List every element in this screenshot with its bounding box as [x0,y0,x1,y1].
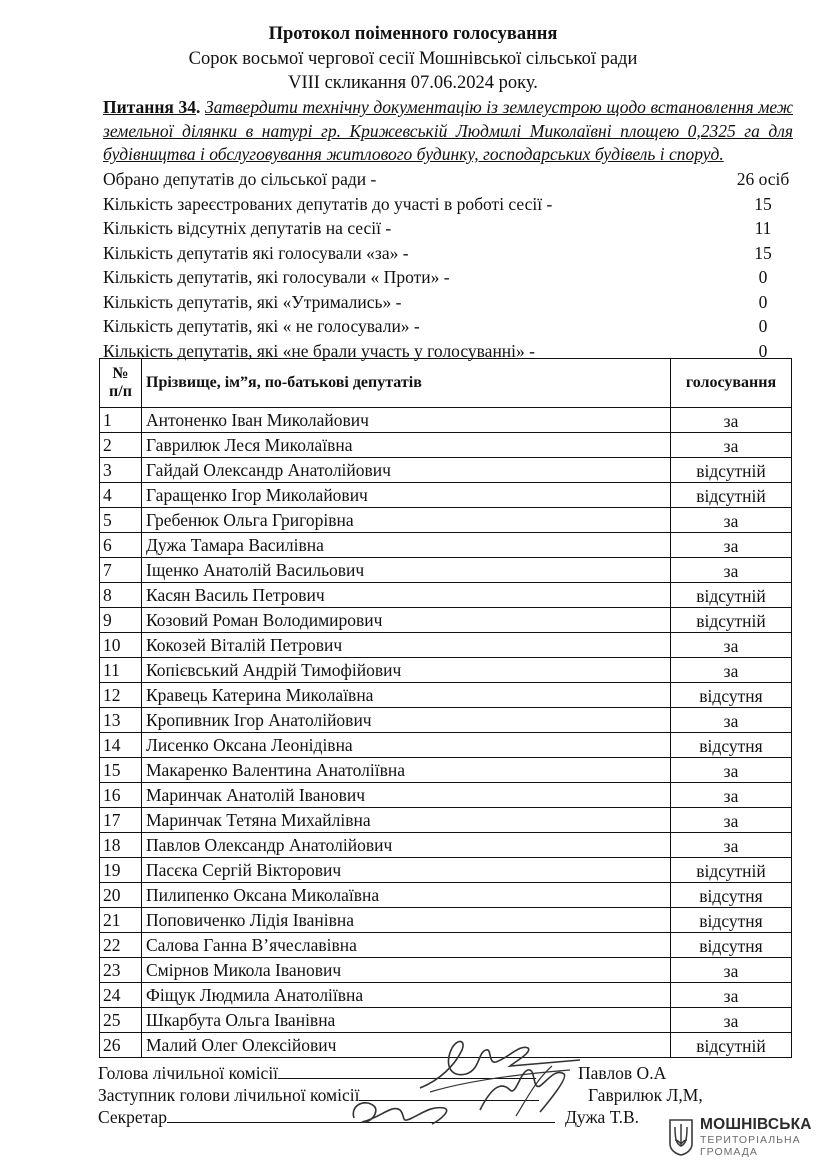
deputy-name: Гребенюк Ольга Григорівна [142,508,671,533]
signature-underline [278,1064,536,1079]
deputy-vote: за [671,408,792,433]
trident-icon [668,1118,694,1156]
table-row [100,408,792,433]
deputy-name: Салова Ганна В’ячеславівна [142,933,671,958]
deputy-number: 3 [100,458,142,483]
table-row [100,533,792,558]
deputy-vote: відсутня [671,933,792,958]
col-number-header: № п/п [100,359,142,408]
table-row [100,458,792,483]
roll-call-table [99,358,792,1058]
deputy-vote: за [671,808,792,833]
stat-label: Кількість депутатів які голосували «за» - [103,242,409,263]
table-row [100,958,792,983]
signature-line-secretary [98,1106,555,1128]
deputy-number: 1 [100,408,142,433]
deputy-name: Макаренко Валентина Анатоліївна [142,758,671,783]
signature-underline [359,1086,539,1101]
deputy-number: 18 [100,833,142,858]
deputy-name: Маринчак Тетяна Михайлівна [142,808,671,833]
deputy-vote: за [671,558,792,583]
table-row [100,558,792,583]
col-name-header: Прізвище, ім”я, по-батькові депутатів [142,359,671,408]
signature-role: Секретар [98,1107,168,1127]
signature-role: Заступник голови лічильної комісії [98,1085,360,1105]
deputy-vote: за [671,533,792,558]
table-row [100,783,792,808]
deputy-number: 5 [100,508,142,533]
deputy-vote: відсутня [671,883,792,908]
deputy-number: 6 [100,533,142,558]
stat-label: Кількість депутатів, які « не голосували» - [103,316,420,336]
deputy-name: Лисенко Оксана Леонідівна [142,733,671,758]
document-subtitle: Сорок восьмої чергової сесії Мошнівської сільської ради [188,49,638,69]
table-row [100,858,792,883]
deputy-number: 19 [100,858,142,883]
stat-row [103,314,793,339]
deputy-vote: за [671,833,792,858]
table-row [100,983,792,1008]
deputy-name: Павлов Олександр Анатолійович [142,833,671,858]
deputy-name: Антоненко Іван Миколайович [142,408,671,433]
deputy-vote: відсутня [671,683,792,708]
deputy-number: 11 [100,658,142,683]
deputy-number: 9 [100,608,142,633]
deputy-vote: за [671,508,792,533]
logo-title: МОШНІВСЬКА [700,1116,812,1133]
deputy-name: Козовий Роман Володимирович [142,608,671,633]
deputy-number: 2 [100,433,142,458]
deputy-vote: відсутній [671,1033,792,1058]
deputy-number: 23 [100,958,142,983]
deputy-name: Кропивник Ігор Анатолійович [142,708,671,733]
table-row [100,933,792,958]
deputy-name: Касян Василь Петрович [142,583,671,608]
deputy-vote: відсутній [671,483,792,508]
deputy-name: Малий Олег Олексійович [142,1033,671,1058]
stat-row [103,241,793,266]
deputy-number: 4 [100,483,142,508]
logo-subtitle-2: ГРОМАДА [700,1146,758,1158]
signature-name-chairman: Павлов О.А [578,1063,667,1083]
deputy-name: Фіщук Людмила Анатоліївна [142,983,671,1008]
table-row [100,658,792,683]
stat-row [103,192,793,217]
question-label: Питання 34. [103,97,201,117]
stat-value: 0 [758,316,768,336]
deputy-vote: відсутній [671,583,792,608]
vote-statistics [103,167,793,363]
document-date-line: VIII скликання 07.06.2024 року. [288,73,538,93]
col-vote-header: голосування [671,359,792,408]
logo-subtitle-1: ТЕРИТОРІАЛЬНА [700,1134,801,1146]
stat-label: Кількість депутатів, які «Утримались» - [103,291,402,312]
table-header-row [100,359,792,408]
table-row [100,808,792,833]
table-row [100,1008,792,1033]
table-row [100,1033,792,1058]
deputy-vote: за [671,433,792,458]
deputy-vote: відсутня [671,733,792,758]
stat-value: 11 [754,218,772,238]
table-row [100,433,792,458]
agenda-question [103,96,793,167]
stat-value: 0 [758,340,768,361]
table-row [100,608,792,633]
deputy-vote: відсутній [671,458,792,483]
stat-value: 15 [754,242,772,263]
table-row [100,883,792,908]
stat-label: Кількість зареєстрованих депутатів до участі в роботі сесії - [103,193,553,214]
stat-row [103,290,793,315]
deputy-name: Маринчак Анатолій Іванович [142,783,671,808]
signature-name-secretary: Дужа Т.В. [565,1107,640,1127]
deputy-vote: відсутній [671,608,792,633]
table-row [100,583,792,608]
deputy-vote: за [671,958,792,983]
table-row [100,733,792,758]
stat-label: Кількість депутатів, які голосували « Проти» - [103,267,450,287]
document-title: Протокол поіменного голосування [268,24,558,44]
stat-row [103,216,793,241]
deputy-name: Копієвський Андрій Тимофійович [142,658,671,683]
deputy-number: 25 [100,1008,142,1033]
deputy-vote: за [671,633,792,658]
table-row [100,633,792,658]
deputy-number: 16 [100,783,142,808]
table-row [100,508,792,533]
signature-line-deputy [98,1084,539,1106]
deputy-vote: за [671,1008,792,1033]
deputy-number: 13 [100,708,142,733]
deputy-number: 22 [100,933,142,958]
question-text: Затвердити технічну документацію із землеустрою щодо встановлення меж земельної ділянки в натурі гр. Крижевській Людмилі Миколаївні площею 0,2325 га для будівництва і обслуговування житлового будинку, господарських будівель і споруд. [103,97,794,164]
stat-value: 0 [758,267,768,287]
deputy-number: 24 [100,983,142,1008]
deputy-number: 26 [100,1033,142,1058]
deputy-name: Гаврилюк Леся Миколаївна [142,433,671,458]
signature-underline [167,1108,555,1123]
deputy-vote: за [671,983,792,1008]
deputy-vote: за [671,658,792,683]
table-row [100,833,792,858]
deputy-number: 7 [100,558,142,583]
stat-value: 26 осіб [736,169,790,189]
deputy-vote: за [671,758,792,783]
deputy-number: 21 [100,908,142,933]
deputy-name: Кокозей Віталій Петрович [142,633,671,658]
deputy-name: Поповиченко Лідія Іванівна [142,908,671,933]
stat-label: Кількість депутатів, які «не брали участь у голосуванні» - [103,340,535,361]
stat-value: 15 [754,193,772,214]
deputy-name: Пасєка Сергій Вікторович [142,858,671,883]
deputy-vote: за [671,708,792,733]
deputy-name: Шкарбута Ольга Іванівна [142,1008,671,1033]
deputy-name: Гайдай Олександр Анатолійович [142,458,671,483]
deputy-number: 8 [100,583,142,608]
stat-row [103,265,793,290]
deputy-number: 15 [100,758,142,783]
deputy-number: 20 [100,883,142,908]
stat-label: Кількість відсутніх депутатів на сесії - [103,218,392,238]
deputy-name: Гаращенко Ігор Миколайович [142,483,671,508]
table-row [100,908,792,933]
stat-label: Обрано депутатів до сільської ради - [103,169,377,189]
deputy-name: Пилипенко Оксана Миколаївна [142,883,671,908]
deputy-name: Дужа Тамара Василівна [142,533,671,558]
deputy-vote: за [671,783,792,808]
deputy-number: 12 [100,683,142,708]
signature-name-deputy: Гаврилюк Л,М, [588,1085,703,1105]
deputy-name: Іщенко Анатолій Васильович [142,558,671,583]
deputy-vote: відсутній [671,858,792,883]
stat-value: 0 [758,291,768,312]
stat-row [103,167,793,192]
deputy-vote: відсутня [671,908,792,933]
table-row [100,708,792,733]
deputy-number: 10 [100,633,142,658]
table-row [100,758,792,783]
deputy-name: Кравець Катерина Миколаївна [142,683,671,708]
deputy-number: 14 [100,733,142,758]
signature-role: Голова лічильної комісії [98,1063,279,1083]
table-row [100,683,792,708]
deputy-number: 17 [100,808,142,833]
table-row [100,483,792,508]
community-logo [668,1116,818,1160]
deputy-name: Смірнов Микола Іванович [142,958,671,983]
signature-line-chairman [98,1062,536,1084]
